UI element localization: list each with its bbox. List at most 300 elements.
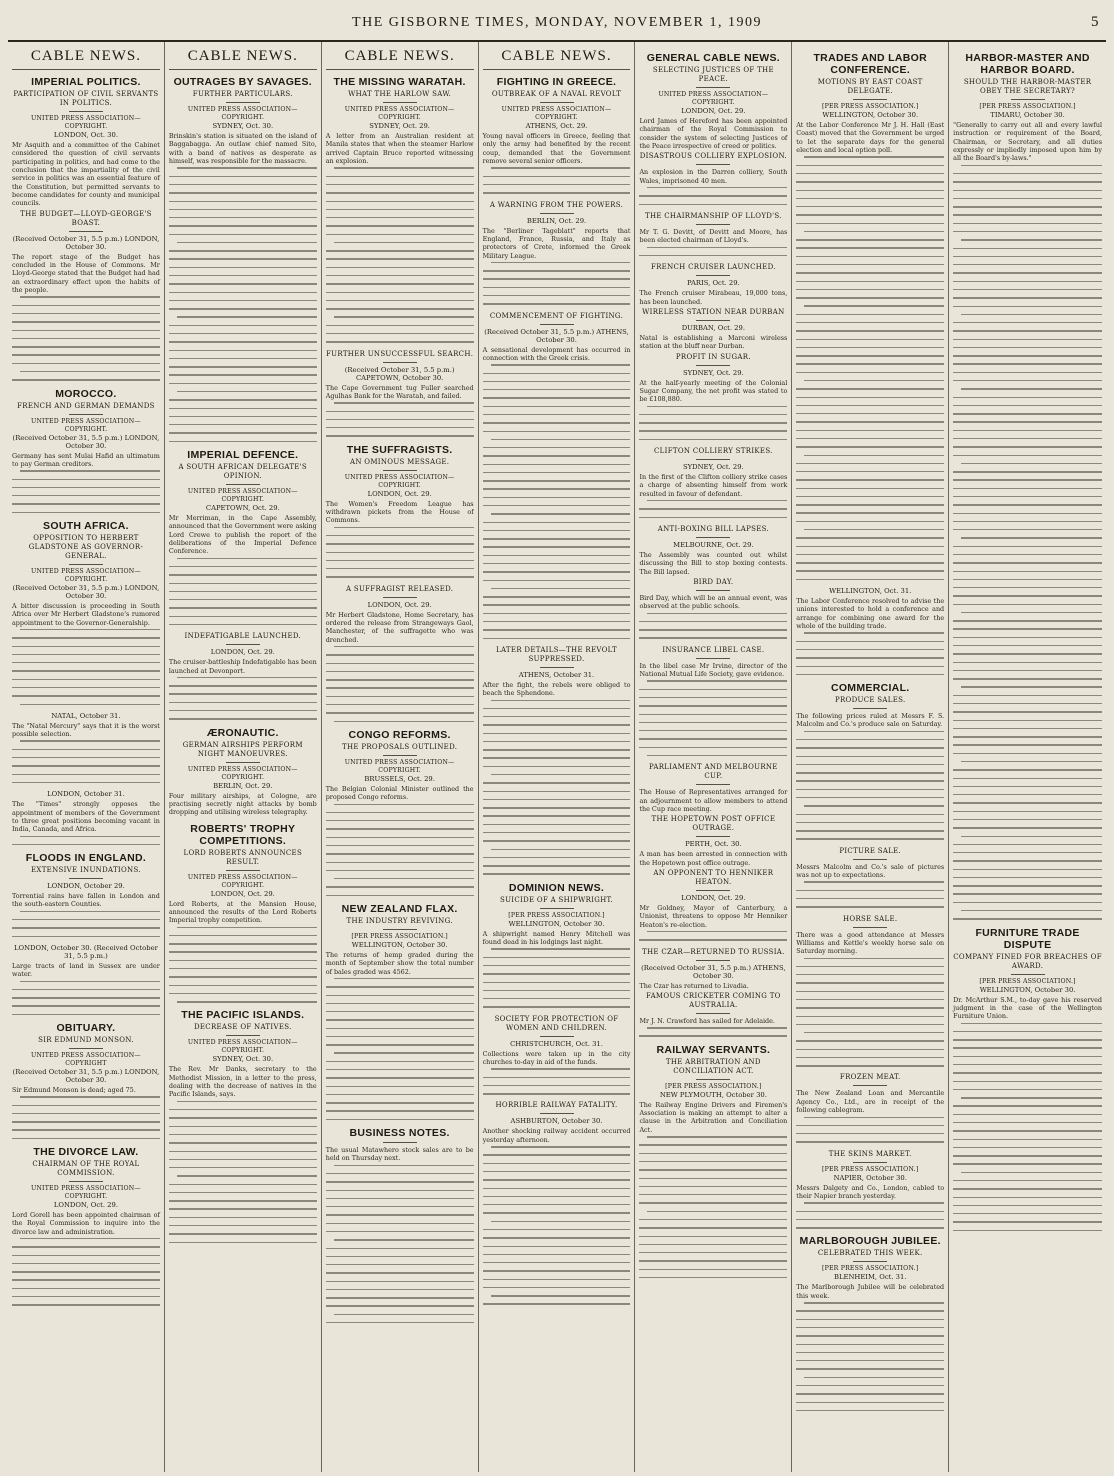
text-line — [169, 432, 317, 433]
article-text-lines — [12, 911, 160, 937]
text-line — [491, 1068, 631, 1069]
text-line — [483, 530, 631, 531]
text-line — [177, 1101, 317, 1102]
text-line — [483, 638, 631, 639]
article-headline: ÆRONAUTIC. — [206, 726, 279, 739]
text-line — [169, 366, 317, 367]
article — [796, 1073, 944, 1142]
text-line — [12, 1105, 160, 1106]
news-credit: UNITED PRESS ASSOCIATION—COPYRIGHT. — [31, 567, 141, 583]
text-line — [953, 769, 1102, 770]
text-line — [953, 1197, 1102, 1198]
text-line — [326, 712, 474, 713]
text-line — [483, 303, 631, 304]
text-line — [326, 1272, 474, 1273]
article — [953, 927, 1102, 1231]
text-line — [177, 927, 317, 928]
text-line — [326, 820, 474, 821]
page-number: 5 — [1091, 14, 1100, 30]
article-subhead: COMPANY FINED FOR BREACHES OF AWARD. — [953, 952, 1102, 970]
text-line — [491, 1295, 631, 1296]
text-line — [326, 568, 474, 569]
text-line — [169, 1192, 317, 1193]
article-text: A man has been arrested in connection with the Hopetown post office outrage. — [639, 850, 788, 867]
article-text-lines — [483, 1146, 631, 1305]
article-subhead: WIRELESS STATION NEAR DURBAN — [642, 307, 785, 316]
article-text-lines — [639, 1136, 787, 1278]
article-headline: OUTRAGES BY SAVAGES. — [173, 76, 313, 88]
text-line — [483, 397, 631, 398]
text-line — [169, 1225, 317, 1226]
article — [639, 578, 787, 639]
article — [796, 1150, 944, 1229]
text-line — [169, 374, 317, 375]
text-line — [483, 414, 631, 415]
text-line — [20, 470, 160, 471]
text-line — [796, 1402, 944, 1403]
text-line — [804, 231, 944, 232]
article-text: Messrs Malcolm and Co.'s sale of pictures was not up to expectations. — [796, 862, 945, 880]
news-column — [635, 42, 792, 1472]
text-line — [804, 1117, 944, 1118]
article-text-lines — [12, 1238, 160, 1306]
article-headline: OBITUARY. — [56, 1022, 116, 1034]
column-header: CABLE NEWS. — [326, 46, 474, 70]
article — [326, 585, 474, 722]
dateline: DURBAN, Oct. 29. — [681, 323, 745, 332]
text-line — [796, 666, 944, 667]
article-text-lines — [326, 1165, 474, 1324]
text-line — [169, 399, 317, 400]
text-line — [804, 805, 944, 806]
dateline: LONDON, Oct. 29. — [210, 889, 275, 898]
text-line — [961, 836, 1102, 837]
text-line — [639, 939, 787, 940]
text-line — [647, 1136, 787, 1137]
text-line — [961, 314, 1102, 315]
text-line — [169, 424, 317, 425]
text-line — [804, 731, 944, 732]
text-line — [796, 1065, 944, 1066]
text-line — [326, 258, 474, 259]
text-line — [804, 156, 944, 157]
text-line — [953, 471, 1102, 472]
text-line — [953, 744, 1102, 745]
text-line — [169, 441, 317, 442]
article — [639, 815, 787, 867]
text-line — [169, 225, 317, 226]
text-line — [326, 560, 474, 561]
text-line — [326, 812, 474, 813]
text-line — [953, 877, 1102, 878]
text-line — [953, 1081, 1102, 1082]
dateline: WELLINGTON, Oct. 31. — [829, 587, 912, 595]
text-line — [169, 985, 317, 986]
divider — [696, 590, 730, 591]
text-line — [796, 797, 944, 798]
divider — [540, 102, 574, 103]
text-line — [169, 935, 317, 936]
text-line — [483, 192, 631, 193]
text-line — [483, 733, 631, 734]
text-line — [796, 641, 944, 642]
text-line — [483, 998, 631, 999]
text-line — [953, 893, 1102, 894]
text-line — [483, 1204, 631, 1205]
article-text-lines — [12, 470, 160, 513]
text-line — [796, 297, 944, 298]
article-subhead: THE INDUSTRY REVIVING. — [346, 916, 453, 925]
text-line — [796, 165, 944, 166]
text-line — [796, 463, 944, 464]
text-line — [12, 844, 160, 845]
text-line — [326, 1223, 474, 1224]
text-line — [639, 1227, 787, 1228]
text-line — [953, 885, 1102, 886]
article — [169, 449, 317, 625]
text-line — [12, 495, 160, 496]
article — [796, 847, 944, 908]
article-subhead: CLIFTON COLLIERY STRIKES. — [654, 446, 773, 455]
news-credit: UNITED PRESS ASSOCIATION—COPYRIGHT. — [187, 765, 298, 781]
text-line — [953, 571, 1102, 572]
text-line — [334, 1314, 474, 1315]
article-text: The Rev. Mr Danks, secretary to the Methodist Mission, in a letter to the press, dealing with the decrease of natives in the Pacific Islands, says. — [168, 1065, 317, 1099]
text-line — [796, 479, 944, 480]
text-line — [169, 960, 317, 961]
divider — [853, 1162, 887, 1163]
text-line — [953, 521, 1102, 522]
article-text-lines — [483, 262, 631, 305]
text-line — [483, 1179, 631, 1180]
text-line — [953, 645, 1102, 646]
text-line — [796, 822, 944, 823]
text-line — [953, 1047, 1102, 1048]
dateline: BERLIN, Oct. 29. — [213, 781, 273, 790]
text-line — [326, 1011, 474, 1012]
text-line — [12, 687, 160, 688]
divider — [540, 1113, 574, 1114]
text-line — [953, 1122, 1102, 1123]
text-line — [953, 844, 1102, 845]
text-line — [953, 413, 1102, 414]
text-line — [169, 591, 317, 592]
news-credit: [PER PRESS ASSOCIATION.] — [979, 977, 1076, 985]
text-line — [326, 325, 474, 326]
text-line — [326, 201, 474, 202]
text-line — [953, 306, 1102, 307]
dateline: LONDON, Oct. 29. — [367, 600, 432, 609]
text-line — [639, 1194, 787, 1195]
text-line — [796, 413, 944, 414]
text-line — [177, 677, 317, 678]
text-line — [169, 718, 317, 719]
article — [639, 152, 787, 205]
news-credit: [PER PRESS ASSOCIATION.] — [821, 103, 919, 110]
text-line — [796, 272, 944, 273]
divider — [696, 960, 730, 961]
text-line — [953, 190, 1102, 191]
article — [326, 1127, 474, 1323]
text-line — [326, 853, 474, 854]
divider — [226, 1035, 260, 1036]
text-line — [334, 167, 474, 168]
article-text: The Women's Freedom League has withdrawn pickets from the House of Commons. — [325, 499, 474, 525]
article-text: Torrential rains have fallen in London and the south-eastern Counties. — [12, 892, 160, 909]
article-text: At the Labor Conference Mr J. H. Hall (East Coast) moved that the Government be urged to let the separate days for the general election and local option poll. — [796, 121, 945, 155]
news-credit: UNITED PRESS ASSOCIATION—COPYRIGHT. — [344, 106, 455, 121]
text-line — [639, 1035, 787, 1036]
text-line — [326, 995, 474, 996]
article-subhead: ANTI-BOXING BILL LAPSES. — [657, 524, 769, 533]
text-line — [796, 830, 944, 831]
divider — [226, 102, 260, 103]
article-headline: DOMINION NEWS. — [508, 881, 605, 894]
text-line — [953, 397, 1102, 398]
text-line — [953, 827, 1102, 828]
text-line — [796, 1133, 944, 1134]
text-line — [796, 247, 944, 248]
text-line — [12, 479, 160, 480]
text-line — [796, 1016, 944, 1017]
dateline: SYDNEY, Oct. 29. — [369, 122, 430, 130]
text-line — [12, 313, 160, 314]
article — [326, 444, 474, 578]
text-line — [483, 580, 631, 581]
text-line — [326, 1019, 474, 1020]
text-line — [483, 629, 631, 630]
news-credit: [PER PRESS ASSOCIATION.] — [508, 911, 605, 919]
text-line — [796, 372, 944, 373]
text-line — [491, 948, 631, 949]
article-subhead: FURTHER PARTICULARS. — [192, 90, 293, 98]
text-line — [169, 325, 317, 326]
text-line — [169, 275, 317, 276]
text-line — [796, 438, 944, 439]
text-line — [804, 1202, 944, 1203]
text-line — [796, 739, 944, 740]
article-text: The New Zealand Loan and Mercantile Agency Co., Ltd., are in receipt of the following cablegram. — [796, 1089, 945, 1115]
divider — [696, 275, 730, 276]
article-text-lines — [169, 167, 317, 442]
text-line — [961, 537, 1102, 538]
text-line — [953, 595, 1102, 596]
text-line — [326, 1061, 474, 1062]
text-line — [326, 654, 474, 655]
article — [483, 882, 631, 1008]
article-text-lines — [639, 931, 787, 941]
text-line — [483, 596, 631, 597]
divider — [1011, 974, 1045, 975]
text-line — [326, 435, 474, 436]
divider — [696, 658, 730, 659]
text-line — [12, 1288, 160, 1289]
text-line — [796, 546, 944, 547]
article-text-lines — [326, 804, 474, 896]
dateline: (Received October 31, 5.5 p.m.) LONDON, October 30. — [12, 583, 160, 600]
text-line — [639, 1178, 787, 1179]
text-line — [326, 663, 474, 664]
text-line — [326, 1198, 474, 1199]
text-line — [804, 632, 944, 633]
article-headline: COMMERCIAL. — [830, 682, 910, 695]
text-line — [796, 1368, 944, 1369]
text-line — [326, 1003, 474, 1004]
text-line — [953, 496, 1102, 497]
text-line — [796, 488, 944, 489]
text-line — [169, 1200, 317, 1201]
article — [483, 312, 631, 639]
dateline: BLENHEIM, Oct. 31. — [833, 1273, 907, 1282]
article-text: The Cape Government tug Fuller searched Agulhas Bank for the Waratah, and failed. — [325, 383, 474, 400]
text-line — [483, 546, 631, 547]
text-line — [491, 439, 631, 440]
news-credit: UNITED PRESS ASSOCIATION—COPYRIGHT. — [501, 106, 612, 121]
text-line — [639, 1202, 787, 1203]
article-text: Mr T. G. Devitt, of Devitt and Moore, has been elected chairman of Lloyd's. — [639, 227, 788, 245]
article-text: The Marlborough Jubilee will be celebrated this week. — [796, 1283, 945, 1300]
text-line — [483, 716, 631, 717]
divider — [383, 470, 417, 471]
divider — [226, 484, 260, 485]
text-line — [326, 1094, 474, 1095]
text-line — [20, 911, 160, 912]
text-line — [804, 529, 944, 530]
article-subhead: MOTIONS BY EAST COAST DELEGATE. — [817, 78, 923, 95]
article-subhead: BIRD DAY. — [693, 577, 734, 586]
divider — [853, 859, 887, 860]
text-line — [169, 574, 317, 575]
article — [639, 308, 787, 351]
text-line — [796, 1310, 944, 1311]
text-line — [169, 951, 317, 952]
text-line — [326, 704, 474, 705]
text-line — [953, 711, 1102, 712]
article-text: The Assembly was counted out whilst discussing the Bill to stop boxing contests. The Bill lapsed. — [639, 550, 788, 576]
text-line — [961, 239, 1102, 240]
article — [639, 992, 787, 1037]
text-line — [483, 455, 631, 456]
text-line — [796, 281, 944, 282]
text-line — [483, 824, 631, 825]
news-credit: UNITED PRESS ASSOCIATION—COPYRIGHT. — [344, 473, 455, 489]
article-text: The Belgian Colonial Minister outlined the proposed Congo reforms. — [325, 784, 474, 802]
text-line — [12, 757, 160, 758]
text-line — [796, 397, 944, 398]
dateline: SYDNEY, Oct. 29. — [683, 368, 744, 377]
article-text: In the libel case Mr Irvine, director of the National Mutual Life Society, gave evidence. — [639, 661, 788, 679]
text-line — [953, 786, 1102, 787]
text-line — [169, 1117, 317, 1118]
dateline: SYDNEY, Oct. 30. — [212, 122, 274, 130]
article-text: The report stage of the Budget has concluded in the House of Commons. Mr Lloyd-George stated that the Budget had had an extraordinary effect upon the habits of the people. — [12, 252, 160, 295]
text-line — [483, 1237, 631, 1238]
article — [796, 682, 944, 840]
text-line — [326, 552, 474, 553]
text-line — [12, 919, 160, 920]
article-text-lines — [796, 632, 944, 675]
article-text-lines — [796, 881, 944, 907]
article — [12, 944, 160, 1015]
text-line — [169, 217, 317, 218]
text-line — [804, 305, 944, 306]
text-line — [796, 512, 944, 513]
article — [12, 210, 160, 381]
dateline: (Received October 31, 5.5 p.m.) CAPETOWN, October 30. — [344, 365, 455, 382]
divider — [696, 784, 730, 785]
dateline: ATHENS, October 31. — [518, 670, 595, 679]
text-line — [639, 517, 787, 518]
article-text-lines — [12, 629, 160, 705]
text-line — [796, 562, 944, 563]
divider — [69, 564, 103, 565]
news-column — [8, 42, 165, 1472]
text-line — [326, 1044, 474, 1045]
text-line — [796, 1227, 944, 1228]
article-text: Large tracts of land in Sussex are under water. — [12, 961, 160, 979]
text-line — [169, 358, 317, 359]
text-line — [953, 902, 1102, 903]
divider — [853, 927, 887, 928]
text-line — [326, 209, 474, 210]
dateline: CHRISTCHURCH, Oct. 31. — [510, 1039, 603, 1048]
text-line — [12, 1014, 160, 1015]
article-text: Germany has sent Mulai Hafid an ultimatum to pay German creditors. — [12, 451, 160, 468]
text-line — [326, 986, 474, 987]
article — [639, 869, 787, 941]
text-line — [12, 695, 160, 696]
text-line — [12, 637, 160, 638]
text-line — [953, 347, 1102, 348]
text-line — [169, 234, 317, 235]
text-line — [483, 278, 631, 279]
text-line — [796, 430, 944, 431]
text-line — [639, 1260, 787, 1261]
divider — [383, 102, 417, 103]
text-line — [639, 1244, 787, 1245]
article-text: Mr J. N. Crawford has sailed for Adelaide. — [639, 1016, 775, 1025]
article — [169, 727, 317, 817]
text-line — [953, 1056, 1102, 1057]
text-line — [639, 1186, 787, 1187]
article-text: The usual Matawhero stock sales are to be held on Thursday next. — [325, 1146, 474, 1163]
text-line — [326, 671, 474, 672]
text-line — [796, 898, 944, 899]
text-line — [169, 1126, 317, 1127]
text-line — [483, 184, 631, 185]
text-line — [326, 1322, 474, 1323]
article-text-lines — [12, 981, 160, 1016]
text-line — [12, 749, 160, 750]
article-text: Sir Edmund Monson is dead; aged 75. — [12, 1086, 136, 1094]
text-line — [953, 852, 1102, 853]
text-line — [334, 1052, 474, 1053]
text-line — [483, 406, 631, 407]
text-line — [12, 330, 160, 331]
article — [639, 948, 787, 990]
article-subhead: OPPOSITION TO HERBERT GLADSTONE AS GOVERNOR-GENERAL. — [28, 533, 144, 560]
article-subhead: CHAIRMAN OF THE ROYAL COMMISSION. — [32, 1160, 140, 1178]
text-line — [483, 1246, 631, 1247]
text-line — [169, 1109, 317, 1110]
text-line — [796, 1049, 944, 1050]
dateline: (Received October 31, 5.5 p.m.) LONDON, October 30. — [12, 1068, 160, 1084]
dateline: PARIS, Oct. 29. — [687, 279, 740, 288]
text-line — [483, 757, 631, 758]
text-line — [804, 455, 944, 456]
article-headline: MARLBOROUGH JUBILEE. — [799, 1235, 941, 1248]
text-line — [483, 604, 631, 605]
